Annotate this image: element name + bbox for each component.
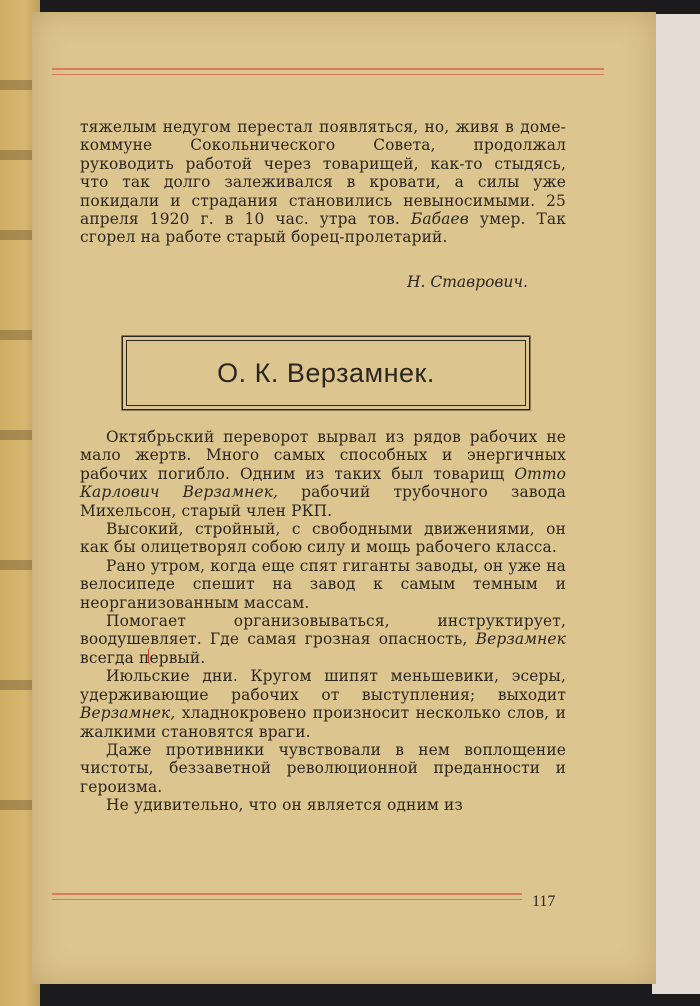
text-run: Рано утром, когда еще спят гиганты заводы, он уже на велосипеде спешит на завод к самым темным и неорганизованным массам. [80, 556, 566, 612]
section-title-box [126, 340, 526, 406]
paragraph [80, 741, 566, 796]
section-title: О. К. Верзамнек. [217, 357, 435, 388]
left-page-text-fragment [0, 430, 36, 440]
text-run: умер. Так сгорел на работе старый борец-пролетарий. [80, 210, 566, 247]
italic-name: Бабаев [410, 210, 469, 229]
paragraph [80, 520, 566, 557]
page-number: 117 [532, 893, 556, 910]
text-run: Октябрьский переворот вырвал из рядов рабочих не мало жертв. Много самых способных и энергичных рабочих погибло. Одним из таких был товарищ [80, 428, 566, 483]
text-run: тяжелым недугом перестал появляться, но, живя в доме-коммуне Сокольнического Совета, продолжал руководить работой через товарищей, как-то стыдясь, что так долго залеживался в кровати, а силы уже покидали и страдания становились невыносимыми. 25 апреля 1920 г. в 10 час. утра тов. [80, 118, 566, 229]
top-rule [52, 68, 604, 70]
left-page-text-fragment [0, 800, 36, 810]
italic-name: Верзамнек [475, 630, 566, 649]
top-rule-thin [52, 74, 604, 75]
text-run: рабочий трубочного завода Михельсон, старый член РКП. [80, 483, 567, 520]
top-paragraph-text [80, 118, 566, 247]
left-page-text-fragment [0, 80, 36, 90]
left-page-text-fragment [0, 560, 36, 570]
text-run: Помогает организовываться, инструктирует, воодушевляет. Где самая грозная опасность, [80, 612, 566, 649]
background-card [652, 14, 700, 994]
left-page-text-fragment [0, 150, 36, 160]
text-run: всегда первый. [80, 648, 206, 667]
text-run: Даже противники чувствовали в нем воплощение чистоты, беззаветной революционной преданности и героизма. [80, 740, 566, 796]
top-paragraph [80, 118, 566, 247]
bottom-rule [52, 893, 522, 895]
left-page-text-fragment [0, 330, 36, 340]
main-body [80, 428, 566, 815]
paragraph [80, 428, 566, 520]
text-run: Высокий, стройный, с свободными движениями, он как бы олицетворял собою силу и мощь рабочего класса. [80, 520, 566, 557]
paragraph [80, 557, 566, 612]
text-run: Июльские дни. Кругом шипят меньшевики, эсеры, удерживающие рабочих от выступления; выходит [80, 667, 566, 704]
text-run: Не удивительно, что он является одним из [106, 796, 463, 815]
italic-name: Отто Карлович Верзамнек, [80, 464, 566, 502]
paragraph [80, 667, 566, 741]
margin-pencil-mark [148, 647, 157, 665]
bottom-rule-thin [52, 899, 522, 900]
left-page-text-fragment [0, 230, 36, 240]
paragraph [80, 796, 566, 814]
signature: Н. Ставрович. [406, 273, 528, 291]
left-page-text-fragment [0, 680, 36, 690]
text-run: хладнокровено произносит несколько слов, и жалкими становятся враги. [80, 704, 566, 741]
italic-name: Верзамнек, [80, 704, 176, 723]
